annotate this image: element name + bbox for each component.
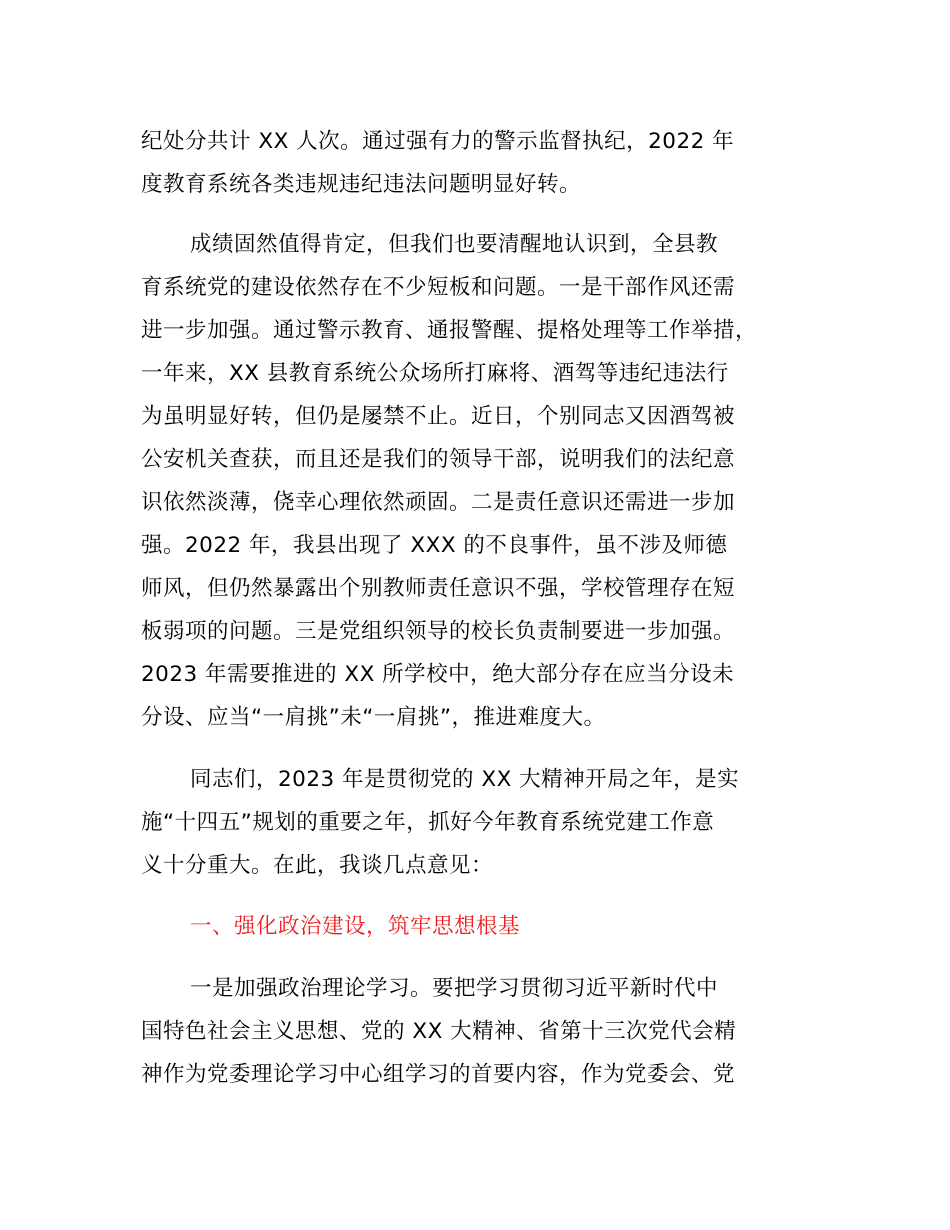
text-line: 为虽明显好转，但仍是屡禁不止。近日，个别同志又因酒驾被 xyxy=(141,404,736,429)
text-line: 纪处分共计 XX 人次。通过强有力的警示监督执纪，2022 年 xyxy=(141,129,735,154)
text-line: 公安机关查获，而且还是我们的领导干部，说明我们的法纪意 xyxy=(141,447,736,472)
text-line: 成绩固然值得肯定，但我们也要清醒地认识到，全县教 xyxy=(190,232,719,257)
text-line: 同志们，2023 年是贯彻党的 XX 大精神开局之年，是实 xyxy=(190,767,740,792)
section-heading: 一、强化政治建设，筑牢思想根基 xyxy=(190,914,521,939)
text-line: 一是加强政治理论学习。要把学习贯彻习近平新时代中 xyxy=(190,976,719,1001)
text-line: 义十分重大。在此，我谈几点意见： xyxy=(141,853,494,878)
text-line: 施“十四五”规划的重要之年，抓好今年教育系统党建工作意 xyxy=(141,810,715,835)
text-line: 师风，但仍然暴露出个别教师责任意识不强，学校管理存在短 xyxy=(141,576,736,601)
text-line: 神作为党委理论学习中心组学习的首要内容，作为党委会、党 xyxy=(141,1062,736,1087)
text-line: 一年来，XX 县教育系统公众场所打麻将、酒驾等违纪违法行 xyxy=(141,361,729,386)
text-line: 进一步加强。通过警示教育、通报警醒、提格处理等工作举措， xyxy=(141,318,758,343)
text-line: 育系统党的建设依然存在不少短板和问题。一是干部作风还需 xyxy=(141,275,736,300)
text-line: 国特色社会主义思想、党的 XX 大精神、省第十三次党代会精 xyxy=(141,1019,737,1044)
text-line: 板弱项的问题。三是党组织领导的校长负责制要进一步加强。 xyxy=(141,619,736,644)
text-line: 2023 年需要推进的 XX 所学校中，绝大部分存在应当分设未 xyxy=(141,662,735,687)
text-line: 识依然淡薄，侥幸心理依然顽固。二是责任意识还需进一步加 xyxy=(141,490,736,515)
text-line: 度教育系统各类违规违纪违法问题明显好转。 xyxy=(141,172,582,197)
text-line: 分设、应当“一肩挑”未“一肩挑”，推进难度大。 xyxy=(141,705,606,730)
text-line: 强。2022 年，我县出现了 XXX 的不良事件，虽不涉及师德 xyxy=(141,533,728,558)
